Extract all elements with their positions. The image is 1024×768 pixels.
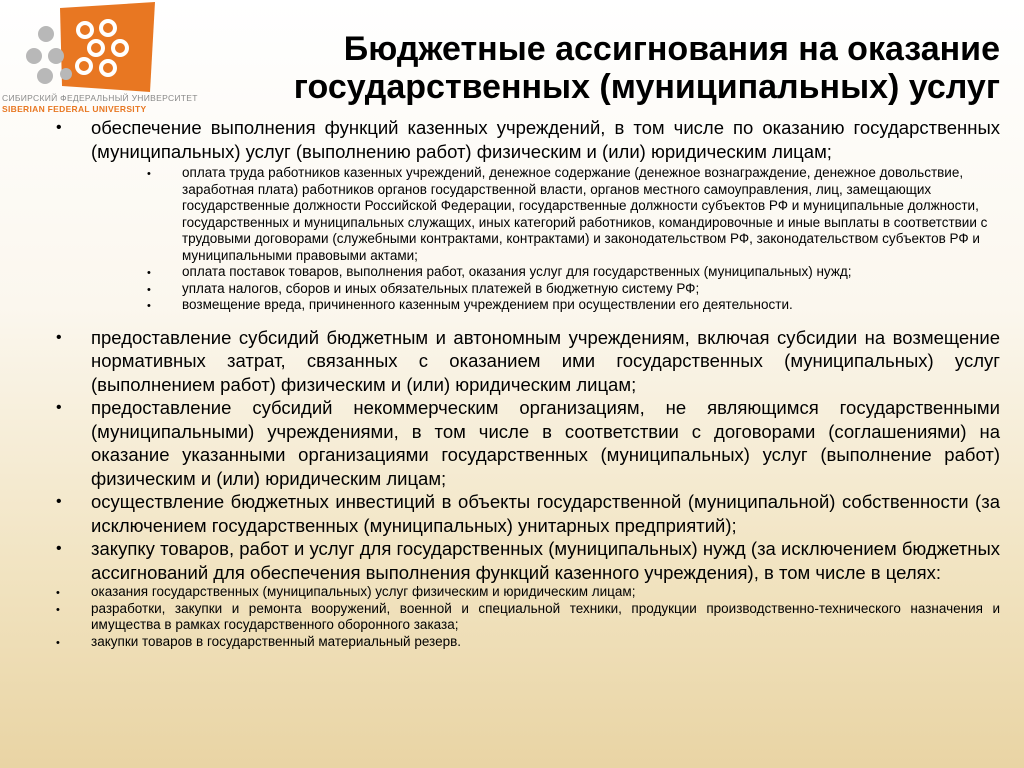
- sub-list-item: • уплата налогов, сборов и иных обязательных платежей в бюджетную систему РФ;: [147, 281, 1000, 298]
- title-line-2: государственных (муниципальных) услуг: [293, 68, 1000, 106]
- sub-list-item: • оплата труда работников казенных учреждений, денежное содержание (денежное вознаграждение, денежное довольствие, заработная плата) работников органов государственной власти, органов местного самоуправления, лиц, замещающих государственные должности Российской Федерации, государственные должности субъектов РФ и муниципальные должности, государственных и муниципальных служащих, иных категорий работников, командировочные и иные выплаты в соответствии с трудовыми договорами (служебными контрактами, контрактами) и законодательством РФ, законодательством субъектов РФ и муниципальными правовыми актами;: [147, 165, 1000, 264]
- university-logo: [0, 0, 198, 114]
- logo-caption-ru: СИБИРСКИЙ ФЕДЕРАЛЬНЫЙ УНИВЕРСИТЕТ: [2, 93, 198, 103]
- slide-content: [56, 116, 1000, 650]
- list-item: • предоставление субсидий некоммерческим организациям, не являющимся государственными (муниципальными) учреждениями, в том числе в соответствии с договорами (соглашениями) на оказание указанными организациями государственных (муниципальных) услуг (выполнение работ) физическим и (или) юридическим лицам;: [56, 396, 1000, 490]
- sub-list-item: • оплата поставок товаров, выполнения работ, оказания услуг для государственных (муниципальных) нужд;: [147, 264, 1000, 281]
- list-item: • закупку товаров, работ и услуг для государственных (муниципальных) нужд (за исключением бюджетных ассигнований для обеспечения выполнения функций казенного учреждения), в том числе в целях:: [56, 537, 1000, 584]
- list-item: • предоставление субсидий бюджетным и автономным учреждениям, включая субсидии на возмещение нормативных затрат, связанных с оказанием ими государственных (муниципальных) услуг (выполнением работ) физическим и (или) юридическим лицам;: [56, 326, 1000, 397]
- logo-caption-en: SIBERIAN FEDERAL UNIVERSITY: [2, 104, 147, 114]
- list-item-purpose: • разработки, закупки и ремонта вооружений, военной и специальной техники, продукции производственно-технического назначения и имущества в рамках государственного оборонного заказа;: [56, 601, 1000, 634]
- slide-title: [150, 30, 1000, 106]
- sfu-molecule-logo-icon: [0, 0, 160, 95]
- sub-list: [56, 165, 1000, 314]
- title-line-1: Бюджетные ассигнования на оказание: [343, 30, 1000, 68]
- sub-list-item: • возмещение вреда, причиненного казенным учреждением при осуществлении его деятельности.: [147, 297, 1000, 314]
- list-item: • осуществление бюджетных инвестиций в объекты государственной (муниципальной) собственности (за исключением государственных (муниципальных) унитарных предприятий);: [56, 490, 1000, 537]
- list-item-text: обеспечение выполнения функций казенных учреждений, в том числе по оказанию государственных (муниципальных) услуг (выполнению работ) физическим и (или) юридическим лицам;: [91, 117, 1000, 162]
- list-item-purpose: • закупки товаров в государственный материальный резерв.: [56, 634, 1000, 651]
- list-item-purpose: • оказания государственных (муниципальных) услуг физическим и юридическим лицам;: [56, 584, 1000, 601]
- list-item: [56, 116, 1000, 163]
- main-list: [56, 116, 1000, 163]
- main-list-continued: [56, 326, 1000, 651]
